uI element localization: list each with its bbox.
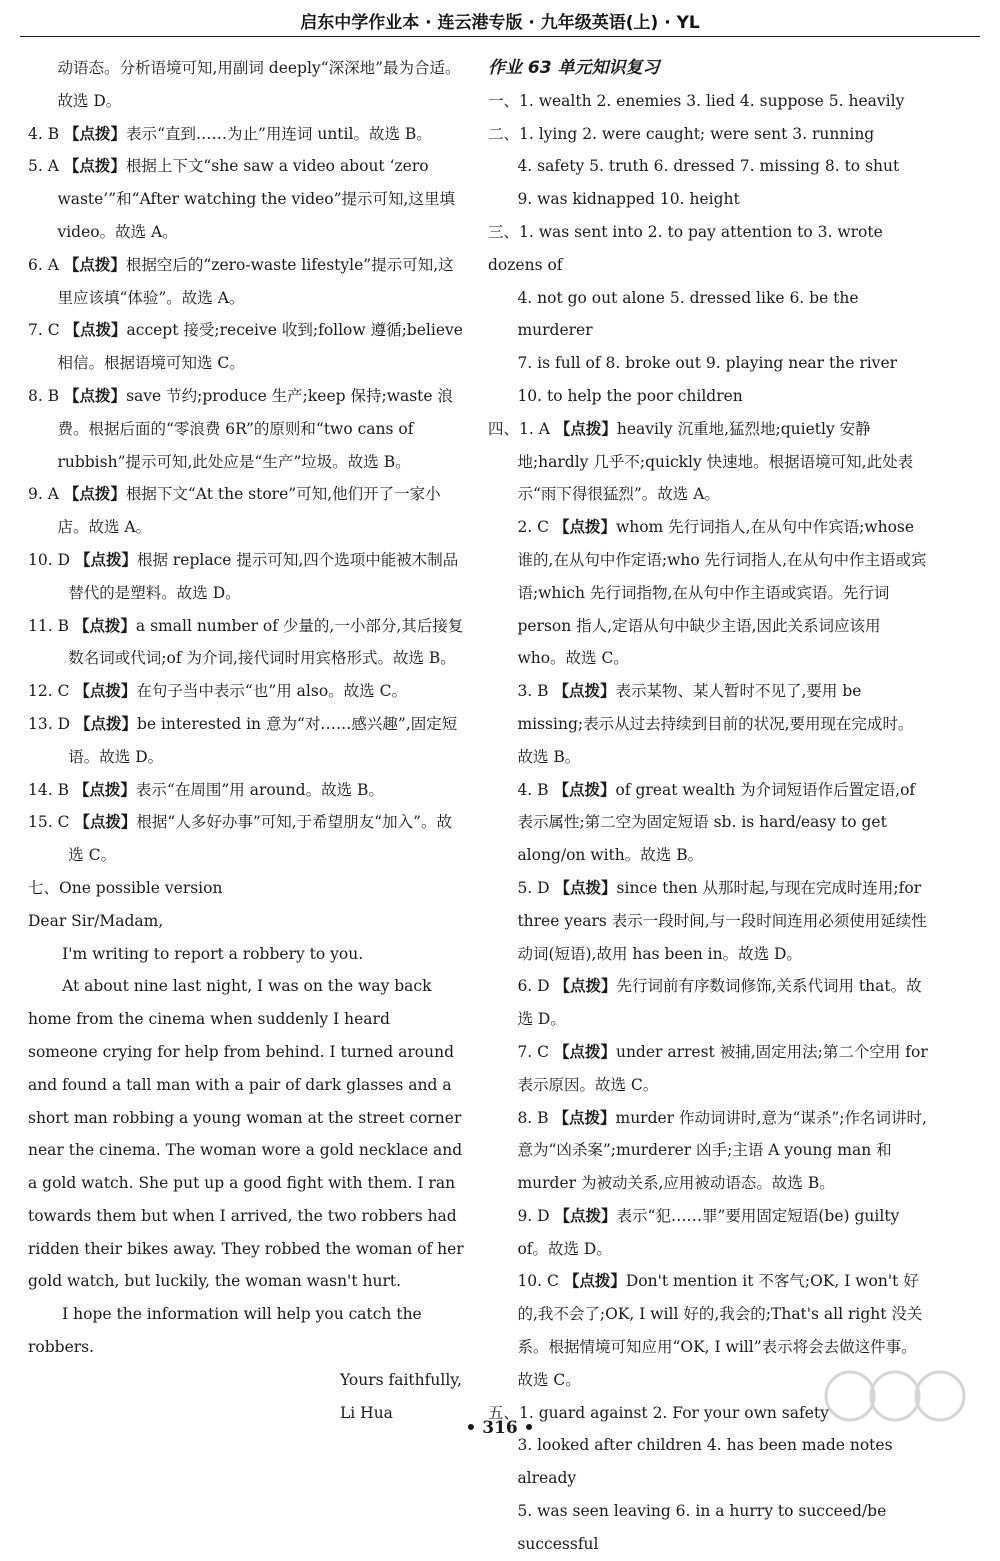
page-number: • 316 •: [465, 1418, 535, 1438]
paragraph-text: 4. not go out alone 5. dressed like 6. be the murderer: [517, 288, 859, 340]
left-paragraph: [28, 249, 464, 315]
answer-number: 4. B: [517, 780, 554, 799]
answer-number: 10. C: [517, 1272, 564, 1291]
answer-number: 7. C: [517, 1042, 554, 1061]
hint-label: 【点拨】: [74, 681, 137, 701]
left-paragraph: [28, 544, 464, 610]
left-paragraph: [28, 970, 464, 1298]
right-paragraph: [488, 380, 928, 413]
answer-number: 四、1. A: [488, 419, 555, 438]
paragraph-text: 表示某物、某人暂时不见了,要用 be missing;表示从过去持续到目前的状况,要用现在完成时。故选 B。: [517, 682, 914, 766]
right-paragraph: [488, 675, 928, 773]
hint-label: 【点拨】: [63, 484, 126, 504]
paragraph-text: heavily 沉重地,猛烈地;quietly 安静地;hardly 几乎不;quickly 快速地。根据语境可知,此处表示“雨下得很猛烈”。故选 A。: [517, 419, 914, 504]
left-paragraph: [28, 380, 464, 478]
paragraph-text: 9. was kidnapped 10. height: [517, 190, 740, 209]
paragraph-text: 根据空后的“zero-waste lifestyle”提示可知,这里应该填“体验”。故选 A。: [57, 255, 454, 307]
left-paragraph: [28, 774, 464, 807]
answer-number: 2. C: [517, 518, 554, 537]
paragraph-text: under arrest 被捕,固定用法;第二个空用 for 表示原因。故选 C。: [517, 1042, 928, 1094]
hint-label: 【点拨】: [74, 812, 137, 832]
left-column: [28, 52, 464, 1429]
left-paragraph: [28, 905, 464, 938]
left-paragraph: [28, 118, 464, 151]
paragraph-text: At about nine last night, I was on the way back home from the cinema when suddenly I heard someone crying for help from behind. I turned around and found a tall man with a pair of dark glasses and a short man robbing a young woman at the street corner near the cinema. The woman wore a gold necklace and a gold watch. She put up a good fight with them. I ran towards them but when I arrived, the two robbers had ridden their bikes away. They robbed the woman of her gold watch, but luckily, the woman wasn't hurt.: [28, 977, 464, 1291]
paragraph-text: accept 接受;receive 收到;follow 遵循;believe 相信。根据语境可知选 C。: [57, 321, 463, 373]
paragraph-text: 7. is full of 8. broke out 9. playing near the river: [517, 354, 898, 373]
answer-number: 11. B: [28, 616, 74, 635]
paragraph-text: Li Hua: [340, 1403, 393, 1422]
watermark-logo: [820, 1368, 980, 1428]
right-paragraph: [488, 1036, 928, 1102]
left-paragraph: [28, 314, 464, 380]
answer-number: 12. C: [28, 682, 75, 701]
paragraph-text: 先行词前有序数词修饰,关系代词用 that。故选 D。: [517, 977, 922, 1029]
hint-label: 【点拨】: [64, 385, 127, 405]
paragraph-text: I'm writing to report a robbery to you.: [62, 944, 364, 963]
paragraph-text: 三、1. was sent into 2. to pay attention to 3. wrote dozens of: [488, 222, 883, 274]
paragraph-text: save 节约;produce 生产;keep 保持;waste 浪费。根据后面的“零浪费 6R”的原则和“two cans of rubbish”提示可知,此处应是“生产”垃圾。故选 B。: [57, 386, 454, 471]
paragraph-text: a small number of 少量的,一小部分,其后接复数名词或代词;of 为介词,接代词时用宾格形式。故选 B。: [68, 616, 464, 668]
paragraph-text: since then 从那时起,与现在完成时连用;for three years 表示一段时间,与一段时间连用必须使用延续性动词(短语),故用 has been in。故选 D。: [517, 878, 927, 963]
hint-label: 【点拨】: [74, 713, 137, 733]
left-paragraph: [28, 1298, 464, 1364]
paragraph-text: 五、1. guard against 2. For your own safety: [488, 1403, 829, 1422]
left-paragraph: [28, 938, 464, 971]
right-paragraph: [488, 774, 928, 872]
paragraph-text: Don't mention it 不客气;OK, I won't 好的,我不会了;OK, I will 好的,我会的;That's all right 没关系。根据情境可知应用“OK, I will”表示将会去做这件事。故选 C。: [517, 1272, 923, 1389]
left-paragraph: [28, 872, 464, 905]
paragraph-text: whom 先行词指人,在从句中作宾语;whose 谁的,在从句中作定语;who 先行词指人,在从句中作主语或宾语;which 先行词指物,在从句中作主语或宾语。先行词 person 指人,定语从句中缺少主语,因此关系词应该用 who。故选 C。: [517, 518, 927, 668]
hint-label: 【点拨】: [553, 1107, 616, 1127]
paragraph-text: of great wealth 为介词短语作后置定语,of 表示属性;第二空为固定短语 sb. is hard/easy to get along/on with。故选 B。: [517, 780, 916, 865]
right-paragraph: [488, 970, 928, 1036]
answer-number: 6. A: [28, 255, 64, 274]
header-title: 启东中学作业本 · 连云港专版 · 九年级英语(上) · YL: [300, 13, 700, 33]
hint-label: 【点拨】: [563, 1271, 626, 1291]
answer-number: 14. B: [28, 780, 74, 799]
right-paragraph: [488, 216, 928, 282]
right-paragraph: [488, 85, 928, 118]
answer-number: 9. A: [28, 485, 64, 504]
paragraph-text: 根据下文“At the store”可知,他们开了一家小店。故选 A。: [57, 485, 441, 537]
hint-label: 【点拨】: [554, 1205, 617, 1225]
right-column: [488, 52, 928, 1561]
paragraph-text: be interested in 意为“对……感兴趣”,固定短语。故选 D。: [68, 714, 458, 766]
hint-label: 【点拨】: [73, 615, 136, 635]
paragraph-text: 二、1. lying 2. were caught; were sent 3. running: [488, 124, 875, 143]
hint-label: 【点拨】: [553, 1041, 616, 1061]
paragraph-text: murder 作动词讲时,意为“谋杀”;作名词讲时,意为“凶杀案”;murderer 凶手;主语 A young man 和 murder 为被动关系,应用被动语态。故选 B。: [517, 1108, 927, 1193]
paragraph-text: 根据上下文“she saw a video about ‘zero waste’”和“After watching the video”提示可知,这里填 video。故选 A。: [57, 157, 455, 241]
answer-number: 9. D: [517, 1206, 555, 1225]
section-title: 作业 63 单元知识复习: [488, 58, 660, 78]
paragraph-text: 一、1. wealth 2. enemies 3. lied 4. suppose 5. heavily: [488, 91, 905, 110]
answer-number: 15. C: [28, 813, 75, 832]
right-paragraph: [488, 118, 928, 151]
hint-label: 【点拨】: [553, 779, 616, 799]
right-paragraph: [488, 347, 928, 380]
left-paragraph: [28, 1364, 464, 1397]
right-paragraph: [488, 413, 928, 511]
right-paragraph: [488, 872, 928, 970]
hint-label: 【点拨】: [554, 418, 617, 438]
right-paragraph: [488, 1200, 928, 1266]
answer-number: 10. D: [28, 550, 75, 569]
paragraph-text: 根据“人多好办事”可知,于希望朋友“加入”。故选 C。: [68, 813, 453, 865]
left-paragraph: [28, 478, 464, 544]
right-paragraph: [488, 1495, 928, 1561]
right-paragraph: [488, 282, 928, 348]
hint-label: 【点拨】: [63, 254, 126, 274]
paragraph-text: 10. to help the poor children: [517, 386, 743, 405]
hint-label: 【点拨】: [64, 320, 127, 340]
left-paragraph: [28, 708, 464, 774]
paragraph-text: 在句子当中表示“也”用 also。故选 C。: [136, 682, 407, 701]
hint-label: 【点拨】: [73, 779, 136, 799]
answer-number: 13. D: [28, 714, 75, 733]
answer-number: 6. D: [517, 977, 555, 996]
paragraph-text: Dear Sir/Madam,: [28, 911, 164, 930]
hint-label: 【点拨】: [554, 877, 617, 897]
left-paragraph: [28, 52, 464, 118]
hint-label: 【点拨】: [553, 681, 616, 701]
answer-number: 7. C: [28, 321, 65, 340]
paragraph-text: 表示“直到……为止”用连词 until。故选 B。: [126, 124, 432, 143]
answer-number: 8. B: [517, 1108, 554, 1127]
paragraph-text: 3. looked after children 4. has been made notes already: [517, 1436, 893, 1488]
right-paragraph: [488, 511, 928, 675]
paragraph-text: 动语态。分析语境可知,用副词 deeply“深深地”最为合适。故选 D。: [57, 59, 461, 110]
hint-label: 【点拨】: [553, 517, 616, 537]
hint-label: 【点拨】: [74, 549, 137, 569]
watermark-icon: [820, 1368, 980, 1428]
left-paragraph: [28, 610, 464, 676]
paragraph-text: Yours faithfully,: [340, 1370, 462, 1389]
right-column-body: [488, 85, 928, 1561]
paragraph-text: 表示“在周围”用 around。故选 B。: [135, 780, 384, 799]
right-paragraph: [488, 150, 928, 183]
paragraph-text: 4. safety 5. truth 6. dressed 7. missing 8. to shut: [517, 157, 900, 176]
right-paragraph: [488, 1102, 928, 1200]
paragraph-text: 根据 replace 提示可知,四个选项中能被木制品替代的是塑料。故选 D。: [68, 550, 459, 602]
paragraph-text: 表示“犯……罪”要用固定短语(be) guilty of。故选 D。: [517, 1206, 900, 1258]
paragraph-text: I hope the information will help you catch the robbers.: [28, 1305, 422, 1357]
left-paragraph: [28, 675, 464, 708]
hint-label: 【点拨】: [64, 123, 127, 143]
left-paragraph: [28, 150, 464, 248]
answer-number: 5. A: [28, 157, 64, 176]
answer-number: 3. B: [517, 682, 554, 701]
hint-label: 【点拨】: [554, 976, 617, 996]
answer-number: 8. B: [28, 386, 65, 405]
answer-number: 5. D: [517, 878, 555, 897]
hint-label: 【点拨】: [63, 156, 126, 176]
paragraph-text: 七、One possible version: [28, 878, 223, 897]
page-header: [20, 10, 980, 37]
left-paragraph: [28, 806, 464, 872]
paragraph-text: 5. was seen leaving 6. in a hurry to succeed/be successful: [517, 1502, 887, 1553]
answer-number: 4. B: [28, 124, 65, 143]
right-paragraph: [488, 183, 928, 216]
right-paragraph: [488, 1429, 928, 1495]
